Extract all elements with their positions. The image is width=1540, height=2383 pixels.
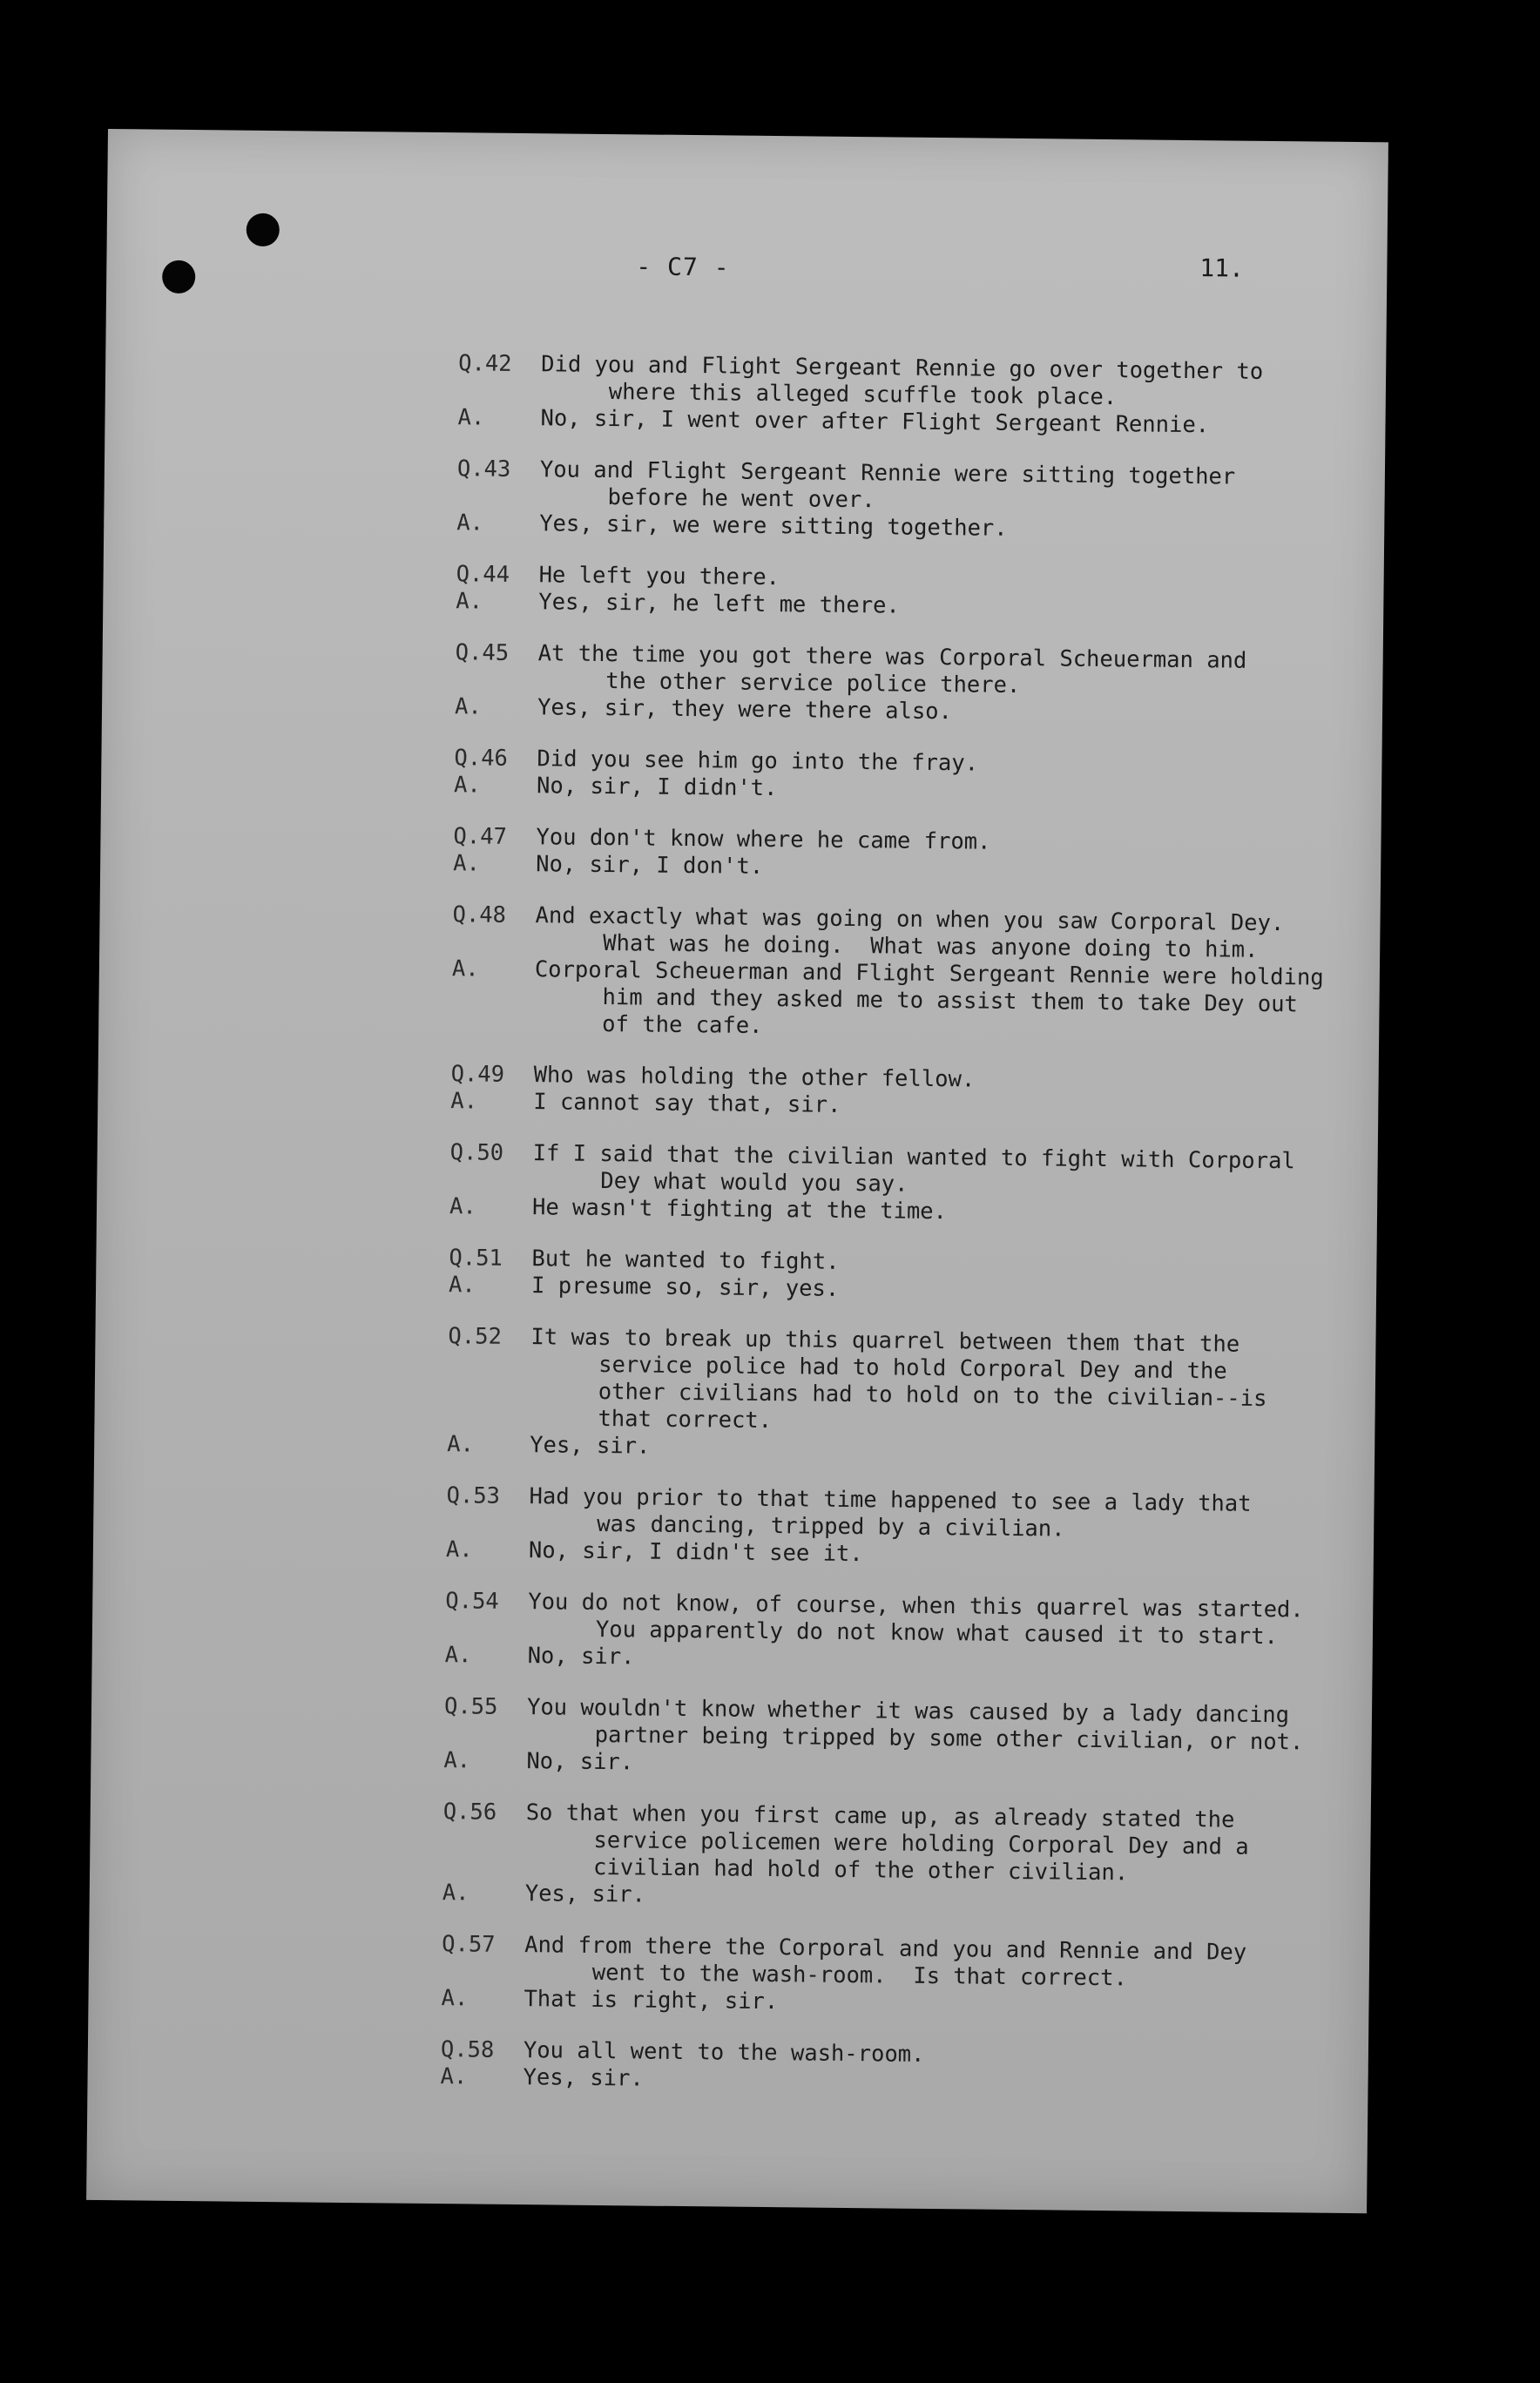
text-line: If I said that the civilian wanted to fight with Corporal xyxy=(532,1140,1295,1175)
text-line: And exactly what was going on when you saw Corporal Dey. xyxy=(535,902,1285,937)
question-text xyxy=(530,1324,1354,1441)
question-row xyxy=(447,1323,1354,1441)
qa-item xyxy=(449,1139,1356,1230)
text-line: other civilians had to hold on to the civilian--is xyxy=(598,1378,1267,1413)
question-number: Q.58 xyxy=(440,2036,495,2063)
answer-label: A. xyxy=(447,1431,475,1458)
qa-item xyxy=(454,745,1361,808)
question-row xyxy=(455,639,1361,703)
text-line: You and Flight Sergeant Rennie were sitting together xyxy=(539,456,1236,490)
punch-hole xyxy=(162,260,195,294)
qa-item xyxy=(456,456,1363,546)
question-row xyxy=(446,1482,1353,1546)
question-text xyxy=(539,456,1363,519)
text-line: Who was holding the other fellow. xyxy=(533,1062,976,1093)
question-row xyxy=(456,456,1363,519)
answer-label: A. xyxy=(457,404,485,431)
text-line: So that when you first came up, as already stated the xyxy=(525,1799,1235,1833)
text-line: before he went over. xyxy=(607,484,875,514)
text-line: It was to break up this quarrel between them that the xyxy=(530,1324,1240,1358)
text-line: You do not know, of course, when this quarrel was started. xyxy=(528,1589,1304,1624)
qa-item xyxy=(443,1693,1350,1784)
question-number: Q.47 xyxy=(453,823,508,850)
answer-label: A. xyxy=(441,1985,469,2012)
answer-label: A. xyxy=(450,1088,478,1115)
answer-label: A. xyxy=(449,1193,476,1220)
qa-item xyxy=(446,1482,1353,1573)
qa-item xyxy=(450,1061,1357,1124)
qa-item xyxy=(449,1245,1355,1308)
question-number: Q.49 xyxy=(450,1061,505,1088)
text-line: No, sir, I didn't. xyxy=(536,773,778,802)
text-line: Dey what would you say. xyxy=(600,1167,908,1198)
question-number: Q.44 xyxy=(456,561,510,588)
question-text xyxy=(535,902,1359,965)
question-number: Q.50 xyxy=(449,1139,504,1166)
question-row xyxy=(444,1693,1351,1757)
qa-item xyxy=(440,2036,1347,2100)
answer-label: A. xyxy=(453,772,482,799)
page-number: 11. xyxy=(1199,253,1245,283)
question-number: Q.54 xyxy=(445,1588,499,1615)
text-line: of the cafe. xyxy=(602,1010,763,1039)
text-line: Yes, sir. xyxy=(523,2064,644,2092)
question-number: Q.53 xyxy=(446,1482,501,1509)
answer-label: A. xyxy=(456,588,483,615)
text-line: him and they asked me to assist them to take Dey out xyxy=(602,983,1299,1018)
text-line: You don't know where he came from. xyxy=(536,824,991,855)
text-line: the other service police there. xyxy=(605,668,1021,699)
text-line: civilian had hold of the other civilian. xyxy=(592,1853,1129,1887)
text-line: Had you prior to that time happened to see a lady that xyxy=(529,1483,1252,1517)
text-line: That is right, sir. xyxy=(523,1986,779,2015)
transcript-body xyxy=(440,350,1364,2124)
question-text xyxy=(527,1694,1351,1757)
answer-label: A. xyxy=(444,1642,472,1669)
qa-item xyxy=(456,561,1362,624)
text-line: He wasn't fighting at the time. xyxy=(531,1194,948,1225)
text-line: I cannot say that, sir. xyxy=(533,1089,841,1118)
question-number: Q.46 xyxy=(454,745,509,772)
text-line: You wouldn't know whether it was caused by a lady dancing xyxy=(526,1694,1290,1729)
answer-label: A. xyxy=(456,510,484,537)
text-line: Corporal Scheuerman and Flight Sergeant Rennie were holding xyxy=(534,956,1324,991)
answer-label: A. xyxy=(445,1536,473,1563)
text-line: Yes, sir. xyxy=(524,1880,646,1908)
section-marker: - C7 - xyxy=(636,252,730,282)
text-line: No, sir, I don't. xyxy=(536,851,764,880)
text-line: service policemen were holding Corporal Dey and a xyxy=(593,1826,1249,1860)
qa-item xyxy=(451,901,1359,1046)
question-number: Q.43 xyxy=(456,456,511,483)
text-line: You all went to the wash-room. xyxy=(523,2037,925,2068)
text-line: No, sir, I didn't see it. xyxy=(528,1537,863,1568)
answer-text xyxy=(534,956,1358,1046)
answer-label: A. xyxy=(440,2063,468,2090)
qa-item xyxy=(455,639,1361,730)
question-number: Q.56 xyxy=(442,1799,497,1826)
text-line: You apparently do not know what caused it to start. xyxy=(595,1616,1279,1651)
question-row xyxy=(449,1139,1356,1203)
text-line: Yes, sir, we were sitting together. xyxy=(539,510,1008,542)
text-line: Yes, sir, he left me there. xyxy=(538,589,900,619)
question-number: Q.57 xyxy=(442,1931,496,1958)
answer-row xyxy=(451,955,1358,1046)
question-text xyxy=(525,1799,1349,1889)
text-line: And from there the Corporal and you and Rennie and Dey xyxy=(524,1932,1247,1966)
text-line: Did you see him go into the fray. xyxy=(537,746,979,777)
question-text xyxy=(528,1589,1352,1651)
question-text xyxy=(532,1140,1356,1203)
punch-hole xyxy=(247,213,280,246)
question-number: Q.45 xyxy=(455,639,510,666)
qa-item xyxy=(445,1588,1352,1678)
answer-label: A. xyxy=(443,1747,471,1774)
question-row xyxy=(458,350,1365,414)
answer-label: A. xyxy=(454,693,482,720)
text-line: No, sir, I went over after Flight Sergeant Rennie. xyxy=(540,405,1210,439)
qa-item xyxy=(442,1799,1349,1916)
answer-label: A. xyxy=(448,1272,476,1299)
question-text xyxy=(524,1932,1348,1995)
text-line: But he wanted to fight. xyxy=(531,1246,840,1275)
question-number: Q.48 xyxy=(452,901,507,928)
question-row xyxy=(452,901,1359,965)
qa-item xyxy=(457,350,1364,441)
document-page xyxy=(86,129,1388,2213)
question-number: Q.51 xyxy=(449,1245,503,1272)
answer-label: A. xyxy=(453,850,481,877)
text-line: At the time you got there was Corporal Scheuerman and xyxy=(537,640,1247,674)
qa-item xyxy=(453,823,1360,887)
question-row xyxy=(442,1799,1349,1889)
text-line: Did you and Flight Sergeant Rennie go over together to xyxy=(541,351,1264,385)
text-line: was dancing, tripped by a civilian. xyxy=(597,1510,1065,1543)
question-number: Q.42 xyxy=(458,350,512,377)
text-line: What was he doing. What was anyone doing to him. xyxy=(603,930,1259,963)
text-line: Yes, sir. xyxy=(530,1432,651,1460)
question-row xyxy=(445,1588,1352,1651)
text-line: went to the wash-room. Is that correct. xyxy=(591,1959,1128,1992)
text-line: Yes, sir, they were there also. xyxy=(537,694,953,726)
question-number: Q.52 xyxy=(448,1323,503,1350)
text-line: I presume so, sir, yes. xyxy=(530,1273,840,1302)
question-row xyxy=(442,1931,1348,1995)
answer-label: A. xyxy=(442,1880,469,1907)
question-number: Q.55 xyxy=(443,1693,498,1720)
question-text xyxy=(537,640,1361,703)
text-line: service police had to hold Corporal Dey and the xyxy=(598,1351,1227,1385)
text-line: where this alleged scuffle took place. xyxy=(608,379,1118,411)
text-line: He left you there. xyxy=(538,562,780,591)
qa-item xyxy=(441,1931,1348,2022)
text-line: that correct. xyxy=(598,1405,773,1435)
question-text xyxy=(529,1483,1353,1546)
text-line: partner being tripped by some other civilian, or not. xyxy=(594,1721,1304,1756)
answer-label: A. xyxy=(451,955,479,982)
question-text xyxy=(541,351,1365,414)
text-line: No, sir. xyxy=(527,1643,635,1671)
text-line: No, sir. xyxy=(526,1748,634,1776)
qa-item xyxy=(447,1323,1354,1468)
